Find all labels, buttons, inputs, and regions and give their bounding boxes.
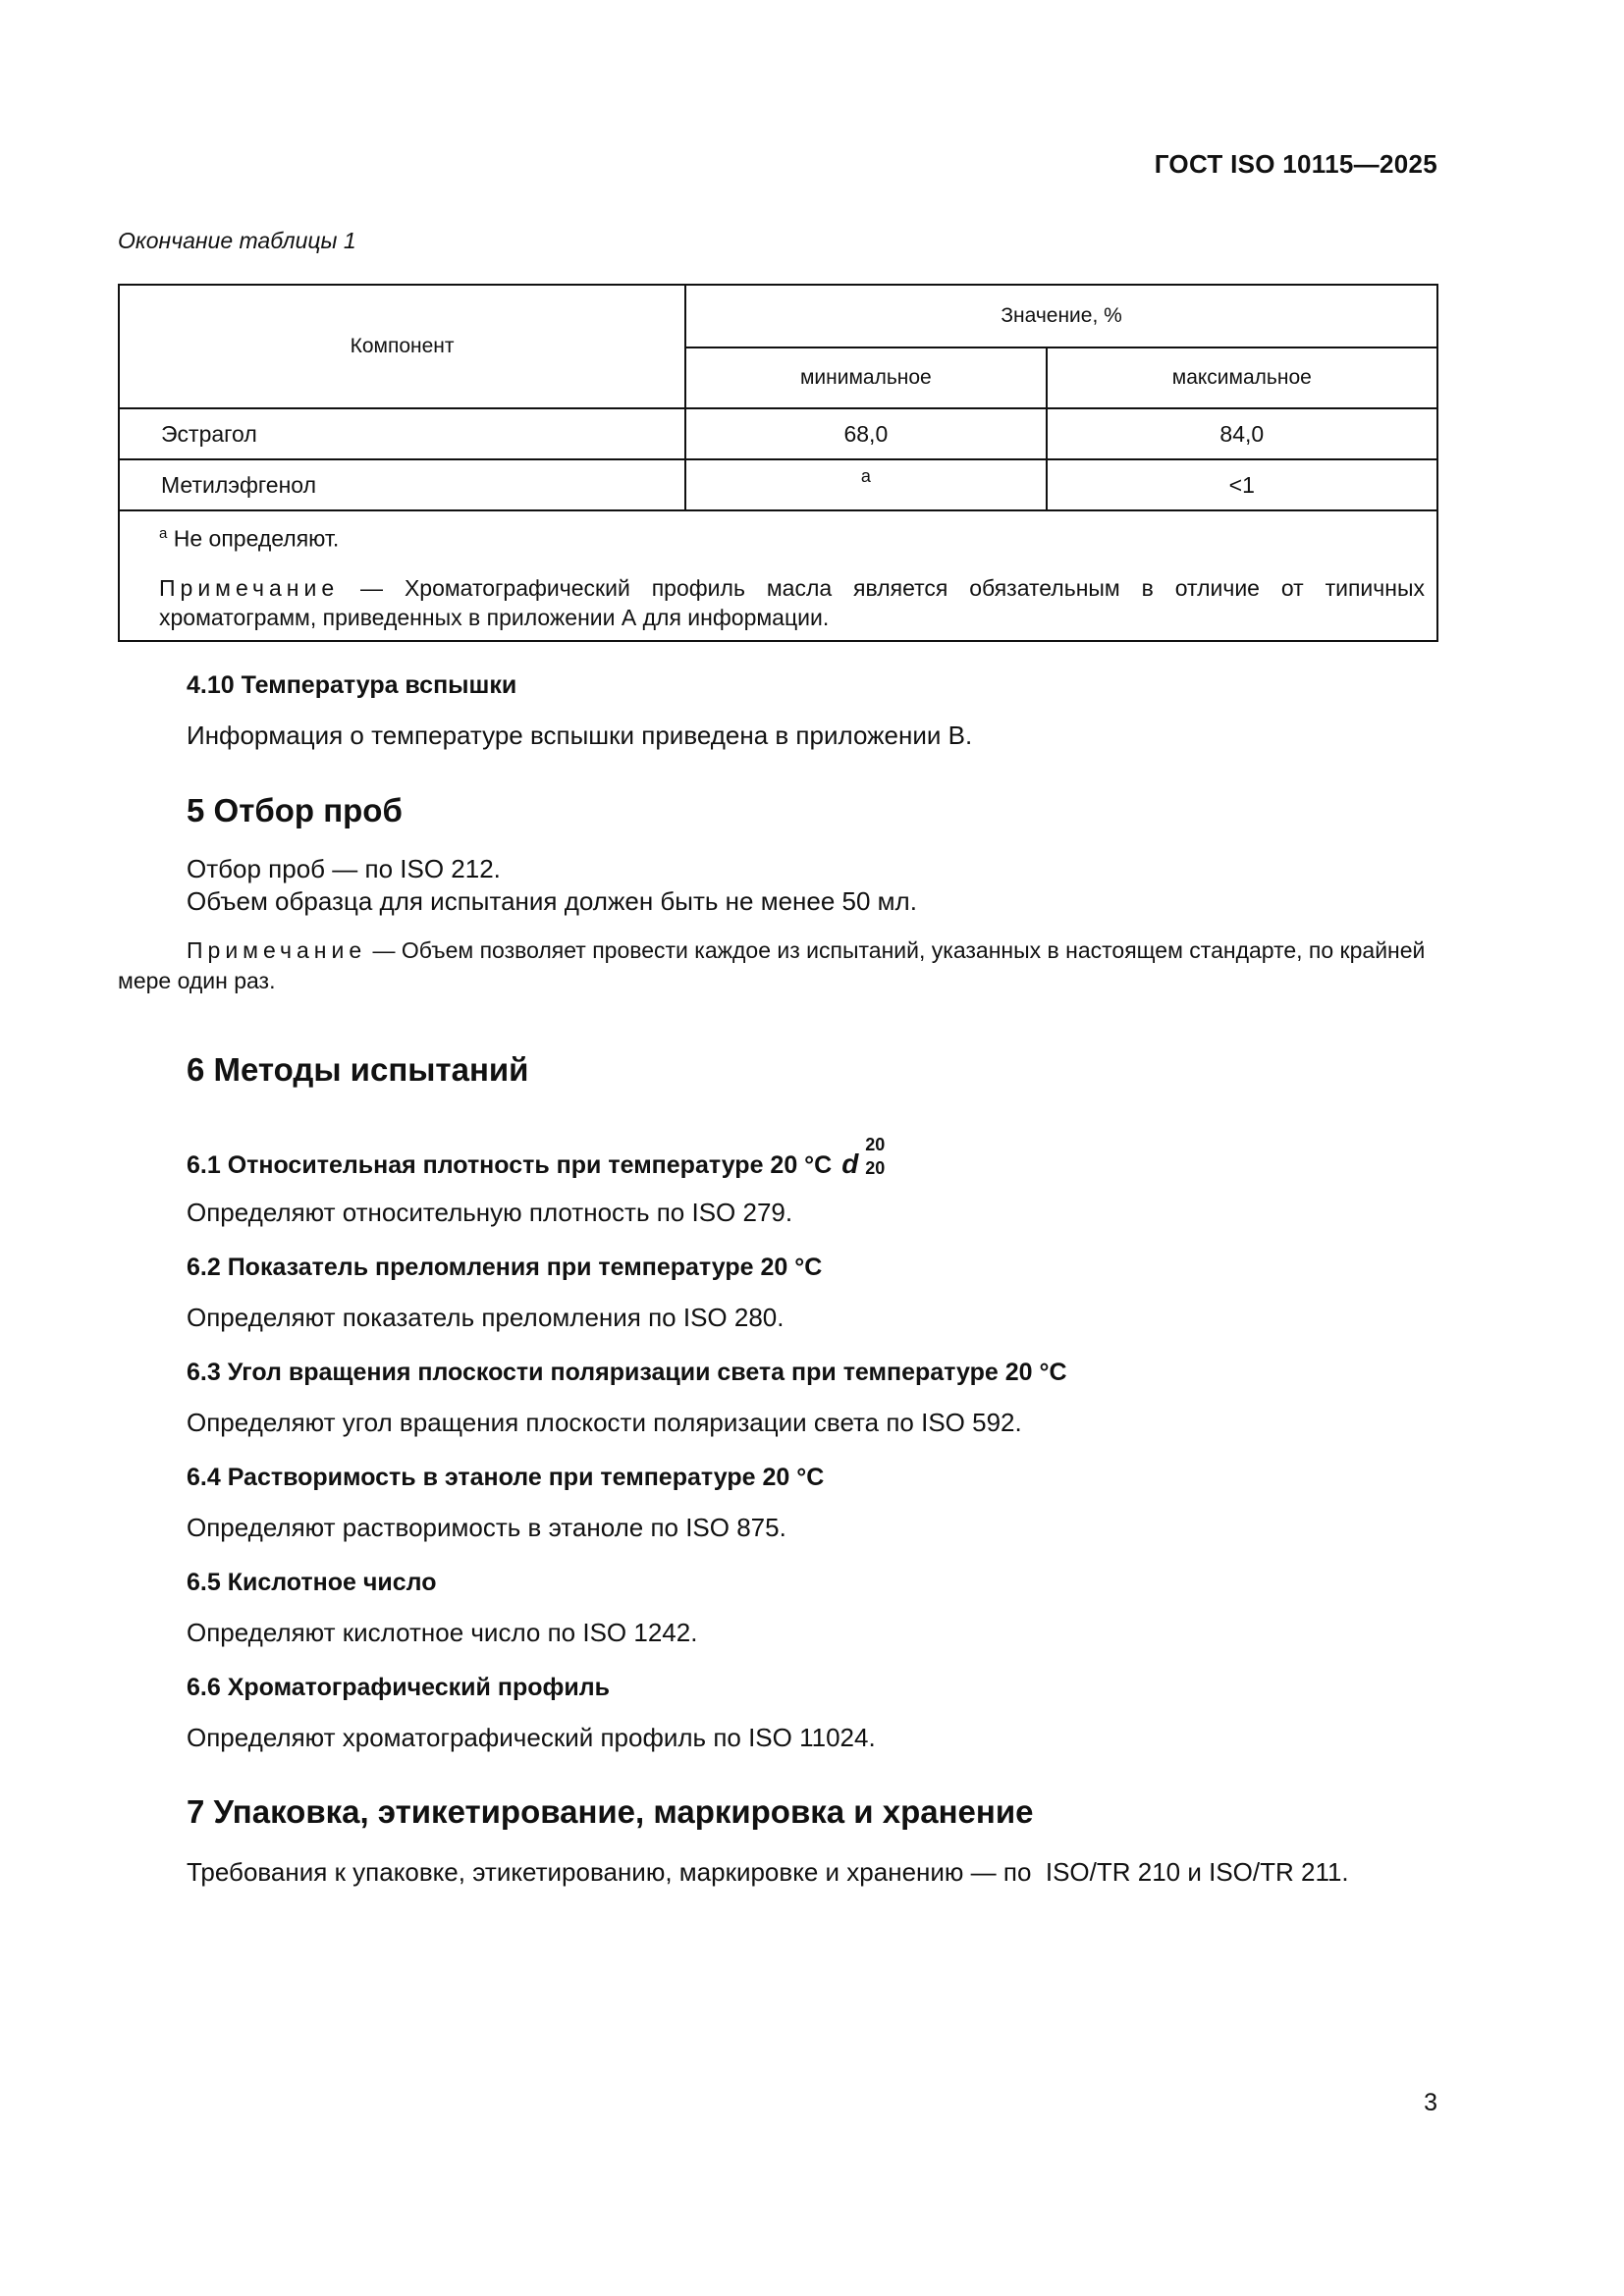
section-6-5-text: Определяют кислотное число по ISO 1242. bbox=[187, 1618, 698, 1647]
row-max-value: <1 bbox=[1047, 459, 1437, 510]
density-symbol bbox=[841, 1135, 886, 1180]
table-row bbox=[119, 459, 1437, 510]
section-5-heading: 5 Отбор проб bbox=[187, 792, 403, 828]
section-7-text: Требования к упаковке, этикетированию, маркировке и хранению — по ISO/TR 210 и ISO/TR 211. bbox=[187, 1857, 1349, 1887]
section-6-6-text: Определяют хроматографический профиль по ISO 11024. bbox=[187, 1723, 876, 1752]
note-label: Примечание bbox=[159, 574, 340, 601]
document-code: ГОСТ ISO 10115—2025 bbox=[1154, 149, 1437, 179]
header-min: минимальное bbox=[685, 347, 1046, 408]
symbol-letter: d bbox=[841, 1148, 859, 1179]
symbol-superscript: 20 bbox=[865, 1135, 886, 1154]
footnote-text: Не определяют. bbox=[173, 525, 340, 552]
header-max: максимальное bbox=[1047, 347, 1437, 408]
section-6-heading: 6 Методы испытаний bbox=[187, 1051, 529, 1088]
row-min-value: 68,0 bbox=[685, 408, 1046, 459]
section-4-10-text: Информация о температуре вспышки приведена в приложении В. bbox=[187, 721, 973, 750]
note-text: — Хроматографический профиль масла является обязательным в отличие от типичных хроматограмм, приведенных в приложении А для информации. bbox=[159, 574, 1425, 630]
note-text: — Объем позволяет провести каждое из испытаний, указанных в настоящем стандарте, по крайней мере один раз. bbox=[118, 937, 1426, 993]
table-footnote bbox=[159, 519, 1425, 554]
section-6-4-text: Определяют растворимость в этаноле по ISO 875. bbox=[187, 1513, 786, 1542]
footnote-mark: a bbox=[159, 525, 168, 542]
section-5-note bbox=[118, 935, 1438, 996]
row-min-value: a bbox=[685, 459, 1046, 510]
heading-text: 6.1 Относительная плотность при температуре 20 °С bbox=[187, 1151, 833, 1179]
table-note bbox=[132, 573, 1425, 632]
section-6-3-text: Определяют угол вращения плоскости поляризации света по ISO 592. bbox=[187, 1408, 1022, 1437]
header-value: Значение, % bbox=[685, 285, 1437, 347]
section-6-3-heading: 6.3 Угол вращения плоскости поляризации света при температуре 20 °С bbox=[187, 1359, 1067, 1386]
section-6-5-heading: 6.5 Кислотное число bbox=[187, 1569, 437, 1596]
table-header-row bbox=[119, 285, 1437, 347]
table-footer-row bbox=[119, 510, 1437, 641]
section-6-1-text: Определяют относительную плотность по ISO 279. bbox=[187, 1198, 793, 1227]
table-row bbox=[119, 408, 1437, 459]
section-6-4-heading: 6.4 Растворимость в этаноле при температуре 20 °С bbox=[187, 1464, 825, 1491]
section-6-6-heading: 6.6 Хроматографический профиль bbox=[187, 1674, 610, 1701]
components-table bbox=[118, 284, 1438, 642]
row-component-name: Метилэфгенол bbox=[119, 459, 685, 510]
section-6-2-text: Определяют показатель преломления по ISO 280. bbox=[187, 1303, 785, 1332]
header-component: Компонент bbox=[119, 285, 685, 408]
row-max-value: 84,0 bbox=[1047, 408, 1437, 459]
row-component-name: Эстрагол bbox=[119, 408, 685, 459]
table-caption: Окончание таблицы 1 bbox=[118, 228, 356, 253]
table-footer bbox=[119, 510, 1437, 641]
section-5-line-2: Объем образца для испытания должен быть не менее 50 мл. bbox=[187, 886, 917, 916]
section-4-10-heading: 4.10 Температура вспышки bbox=[187, 671, 517, 699]
section-6-2-heading: 6.2 Показатель преломления при температуре 20 °С bbox=[187, 1254, 823, 1281]
note-label: Примечание bbox=[187, 937, 367, 963]
section-7-heading: 7 Упаковка, этикетирование, маркировка и хранение bbox=[187, 1793, 1034, 1830]
section-5-line-1: Отбор проб — по ISO 212. bbox=[187, 854, 501, 883]
symbol-subscript: 20 bbox=[865, 1158, 886, 1178]
page-number: 3 bbox=[1424, 2089, 1437, 2116]
section-6-1-heading bbox=[187, 1135, 886, 1180]
